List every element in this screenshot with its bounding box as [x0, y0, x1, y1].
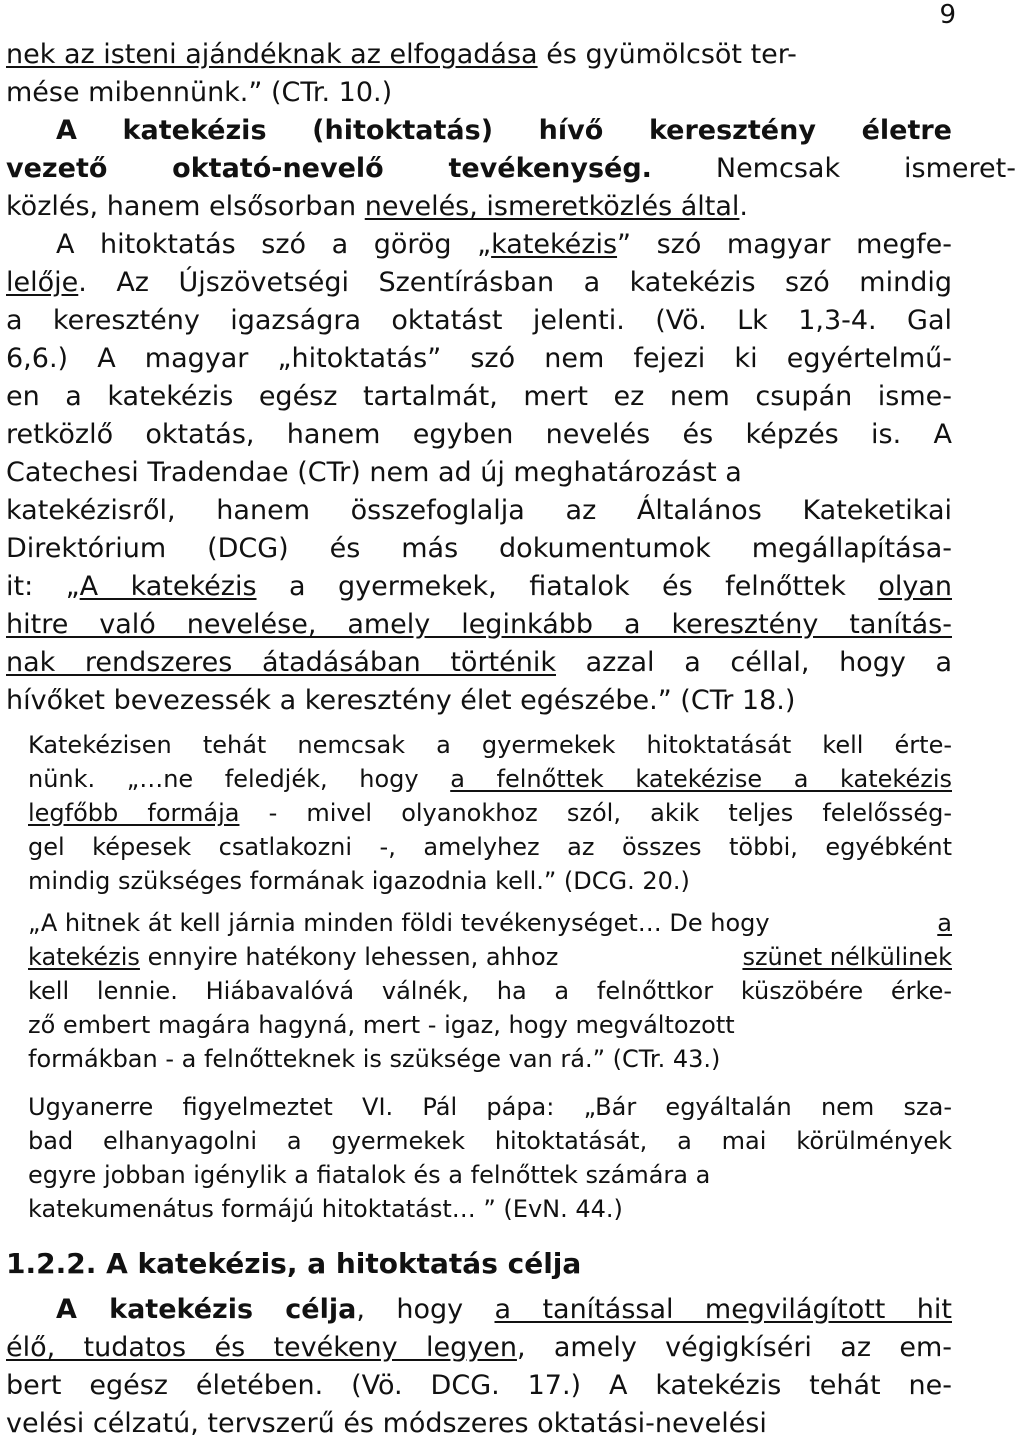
text-line: hitre való nevelése, amely leginkább a keresztény tanítás- [6, 609, 952, 640]
text-line: vezető oktató-nevelő tevékenység. Nemcsak ismeret- [6, 153, 1016, 184]
text-line: formákban - a felnőtteknek is szüksége van rá.” (CTr. 43.) [28, 1045, 721, 1073]
text-line: en a katekézis egész tartalmát, mert ez nem csupán isme- [6, 381, 952, 412]
text-line: A katekézis (hitoktatás) hívő keresztény életre [56, 115, 952, 146]
text-line: nak rendszeres átadásában történik azzal a céllal, hogy a [6, 647, 952, 678]
page-number: 9 [939, 0, 956, 30]
text-line: 6,6.) A magyar „hitoktatás” szó nem fejezi ki egyértelmű- [6, 343, 952, 374]
text-line: kell lennie. Hiábavalóvá válnék, ha a felnőttkor küszöbére érke- [28, 977, 952, 1005]
text-line: ző embert magára hagyná, mert - igaz, hogy megváltozott [28, 1011, 735, 1039]
text-line: egyre jobban igénylik a fiatalok és a felnőttek számára a [28, 1161, 711, 1189]
text-line: nek az isteni ajándéknak az elfogadása és gyümölcsöt ter- [6, 39, 797, 70]
text-line: A katekézis célja , hogy a tanítással megvilágított hit [56, 1294, 952, 1325]
text-line: katekumenátus formájú hitoktatást… ” (EvN. 44.) [28, 1195, 623, 1223]
text-line: velési célzatú, tervszerű és módszeres oktatási-nevelési [6, 1408, 767, 1439]
quote-evn [28, 1090, 952, 1226]
text-line: Catechesi Tradendae (CTr) nem ad új meghatározást a [6, 457, 742, 488]
text-line: lelője . Az Újszövetségi Szentírásban a katekézis szó mindig [6, 267, 952, 298]
text-line: Katekézisen tehát nemcsak a gyermekek hitoktatását kell érte- [28, 731, 952, 759]
text-line: mindig szükséges formának igazodnia kell.” (DCG. 20.) [28, 867, 690, 895]
text-line: bert egész életében. (Vö. DCG. 17.) A katekézis tehát ne- [6, 1370, 952, 1401]
text-line: bad elhanyagolni a gyermekek hitoktatását, a mai körülmények [28, 1127, 952, 1155]
text-line: élő, tudatos és tevékeny legyen , amely végigkíséri az em- [6, 1332, 952, 1363]
paragraph-definition [6, 36, 1016, 720]
text-line: Ugyanerre figyelmeztet VI. Pál pápa: „Bár egyáltalán nem sza- [28, 1093, 952, 1121]
text-line: gel képesek csatlakozni -, amelyhez az összes többi, egyébként [28, 833, 952, 861]
paragraph-goal [6, 1291, 952, 1443]
text-line: retközlő oktatás, hanem egyben nevelés és képzés is. A [6, 419, 952, 450]
quote-dcg [28, 728, 952, 898]
text-line: nünk. „…ne feledjék, hogy a felnőttek katekézise a katekézis [28, 765, 952, 793]
text-line: legfőbb formája - mivel olyanokhoz szól, akik teljes felelősség- [28, 799, 953, 827]
text-line: Direktórium (DCG) és más dokumentumok megállapítása- [6, 533, 952, 564]
section-heading: 1.2.2. A katekézis, a hitoktatás célja [6, 1247, 582, 1280]
text-line: it: „ A katekézis a gyermekek, fiatalok és felnőttek olyan [6, 571, 952, 602]
text-line: hívőket bevezessék a keresztény élet egészébe.” (CTr 18.) [6, 685, 796, 716]
text-line: a keresztény igazságra oktatást jelenti. (Vö. Lk 1,3-4. Gal [6, 305, 952, 336]
text-line: mése mibennünk.” (CTr. 10.) [6, 77, 393, 108]
quote-ctr [28, 906, 952, 1076]
text-line: katekézisről, hanem összefoglalja az Általános Kateketikai [6, 495, 952, 526]
text-line: „A hitnek át kell járnia minden földi tevékenységet… De hogy a [28, 909, 952, 937]
text-line: katekézis ennyire hatékony lehessen, ahhoz szünet nélkülinek [28, 943, 952, 971]
text-line: A hitoktatás szó a görög „ katekézis ” szó magyar megfe- [56, 229, 953, 260]
text-line: közlés, hanem elsősorban nevelés, ismeretközlés által . [6, 191, 748, 222]
